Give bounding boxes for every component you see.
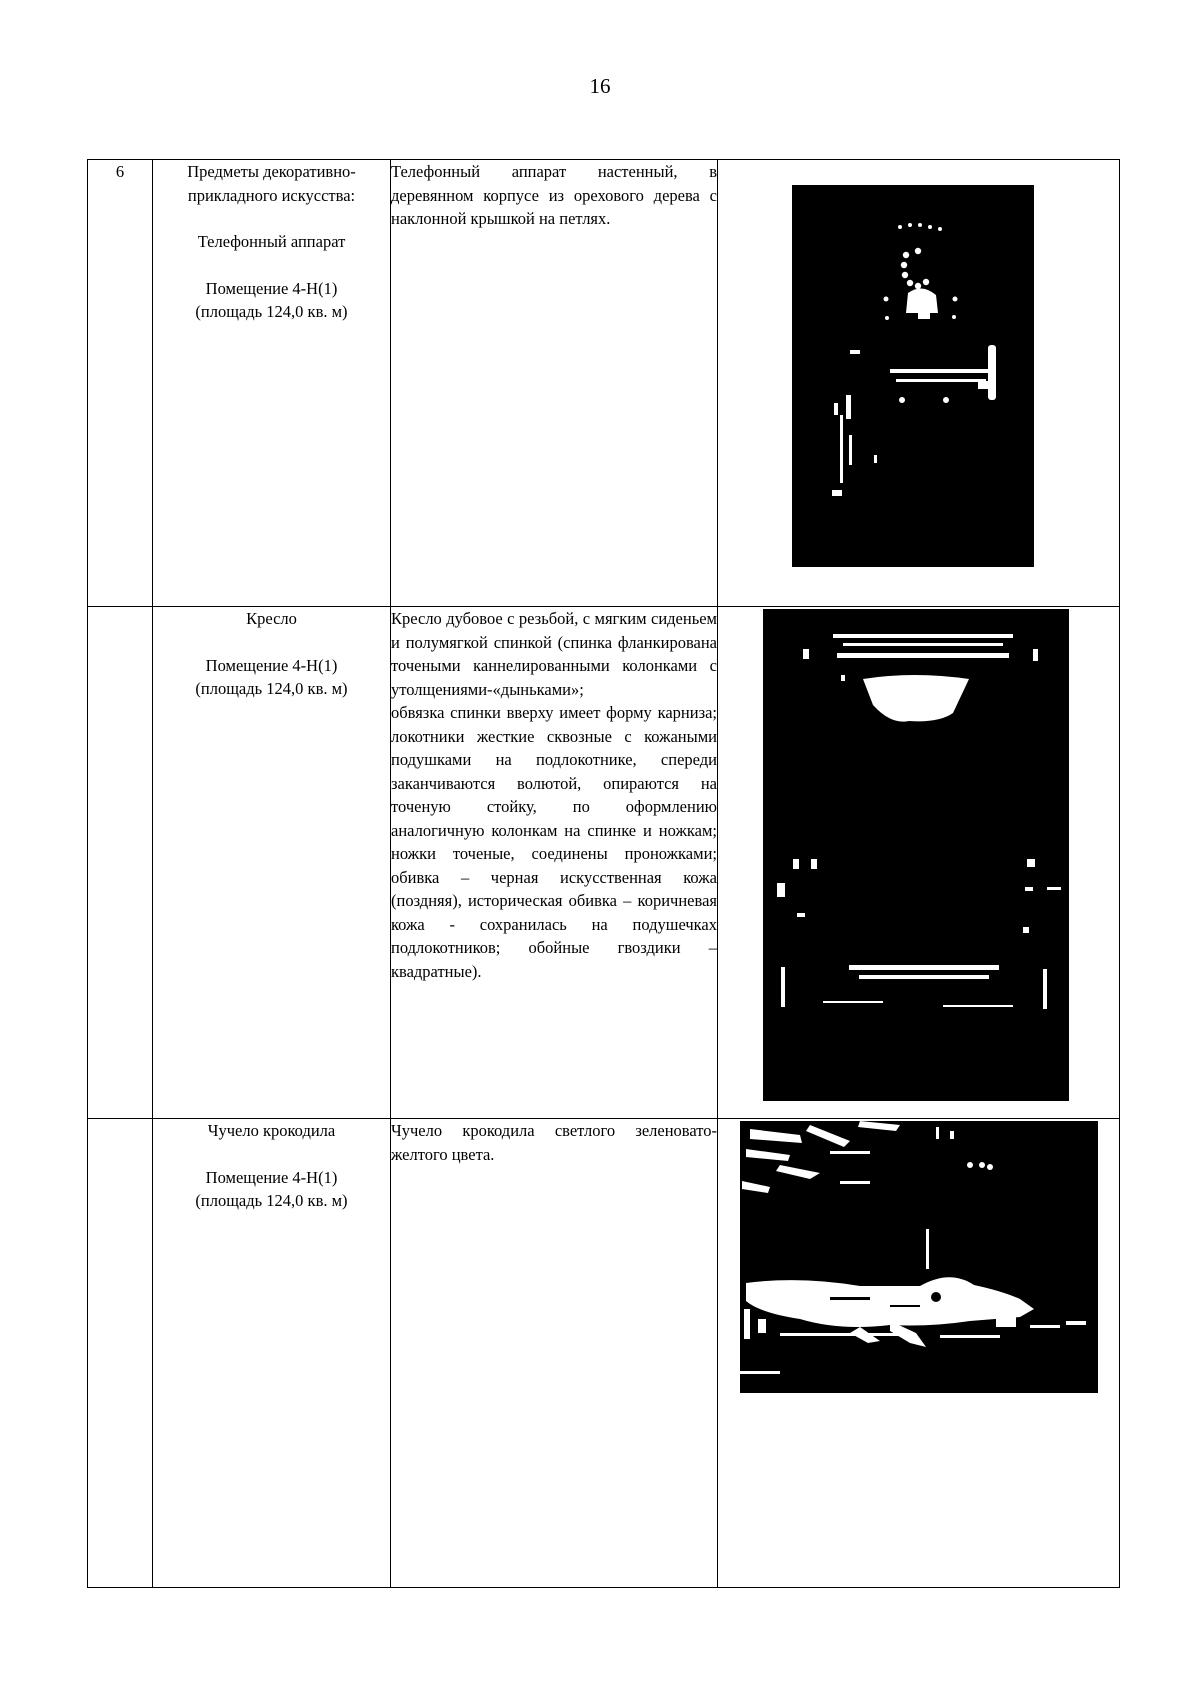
- crocodile-photo: [740, 1121, 1098, 1393]
- description-text: обвязка спинки вверху имеет форму карниза; локотники жесткие сквозные с кожаными подушками на подлокотнике, спереди заканчиваются волютой, опираются на точеную стойку, по оформлению аналогичную колонкам на спинке и ножкам; ножки точеные, соединены проножками; обивка – черная искусственная кожа (поздняя), историческая обивка – коричневая кожа - сохранилась на подушечках подлокотников; обойные гвоздики – квадратные).: [391, 703, 717, 981]
- telephone-photo: [792, 185, 1034, 567]
- row-number: 6: [88, 160, 153, 607]
- description-text: Чучело крокодила светлого зеленовато-желтого цвета.: [391, 1121, 717, 1164]
- item-description: [391, 607, 718, 1119]
- photo-cell: [718, 1119, 1120, 1588]
- item-name-cell: [153, 1119, 391, 1588]
- item-name-line: прикладного искусства:: [187, 185, 356, 205]
- item-location-line: Помещение 4-Н(1): [205, 1167, 338, 1187]
- photo-cell: [718, 607, 1120, 1119]
- item-description: [391, 160, 718, 607]
- inventory-table: [87, 159, 1120, 1588]
- item-name-line: Чучело крокодила: [207, 1121, 336, 1140]
- item-name-cell: [153, 160, 391, 607]
- armchair-photo: [763, 609, 1069, 1101]
- item-location-line: Помещение 4-Н(1): [205, 278, 338, 298]
- page-number: 16: [589, 74, 611, 98]
- description-text: Кресло дубовое с резьбой, с мягким сиденьем и полумягкой спинкой (спинка фланкирована точеными каннелированными колонками с утолщениями-«дыньками»;: [391, 609, 717, 699]
- item-area-line: (площадь 124,0 кв. м): [195, 679, 348, 698]
- item-location-line: Помещение 4-Н(1): [205, 655, 338, 675]
- row-number: [88, 607, 153, 1119]
- item-name-cell: [153, 607, 391, 1119]
- table-row: [88, 1119, 1120, 1588]
- photo-cell: [718, 160, 1120, 607]
- table-row: [88, 607, 1120, 1119]
- item-name-line: Телефонный аппарат: [197, 232, 346, 251]
- item-area-line: (площадь 124,0 кв. м): [195, 1191, 348, 1210]
- item-name-line: Кресло: [246, 609, 297, 628]
- item-description: [391, 1119, 718, 1588]
- table-row: [88, 160, 1120, 607]
- item-name-line: Предметы декоративно-: [187, 162, 356, 181]
- item-area-line: (площадь 124,0 кв. м): [195, 302, 348, 321]
- row-number: [88, 1119, 153, 1588]
- description-text: Телефонный аппарат настенный, в деревянном корпусе из орехового дерева с наклонной крышкой на петлях.: [391, 162, 717, 228]
